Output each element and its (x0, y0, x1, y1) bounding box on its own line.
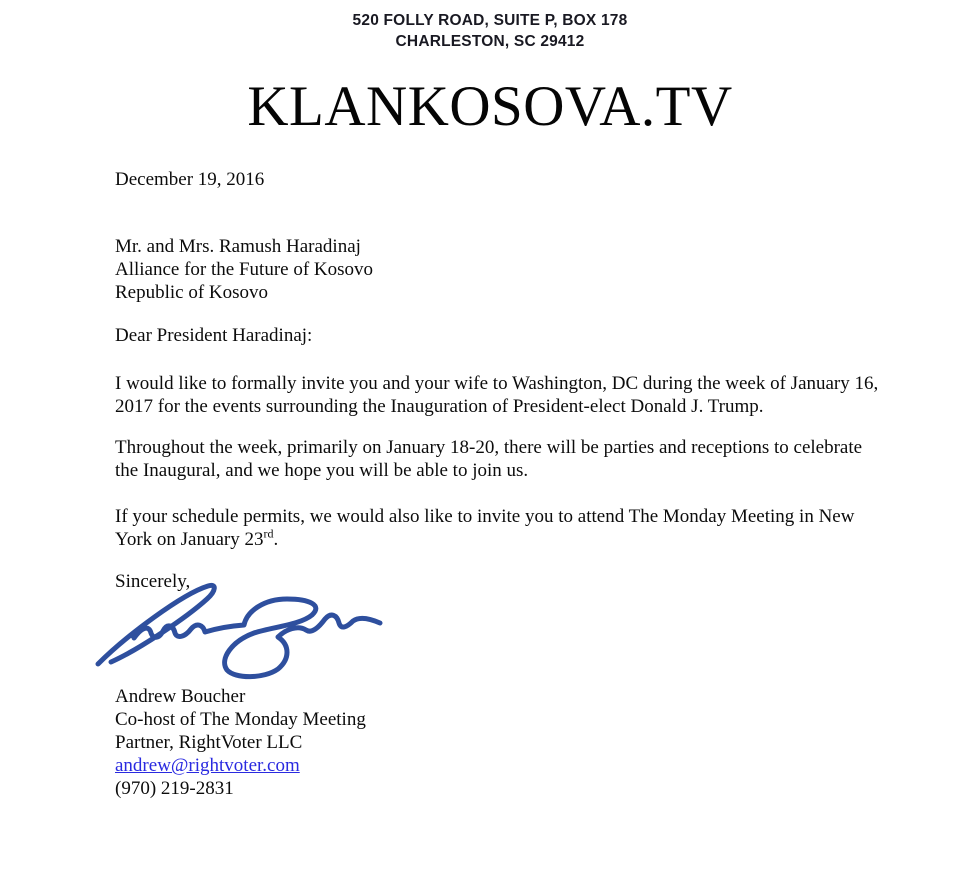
signature-block (115, 685, 880, 800)
letterhead-address-line2: CHARLESTON, SC 29412 (395, 33, 585, 50)
letterhead (0, 0, 980, 52)
ordinal-superscript: rd (263, 526, 274, 541)
signer-phone: (970) 219-2831 (115, 778, 234, 799)
letter-date: December 19, 2016 (115, 169, 265, 190)
paragraph-events: Throughout the week, primarily on January 18-20, there will be parties and receptions to celebrate the Inaugural, and we hope you will be able to join us. (115, 437, 863, 481)
recipient-block (115, 235, 880, 304)
closing-salutation: Sincerely, (115, 571, 191, 592)
paragraph-invitation: I would like to formally invite you and your wife to Washington, DC during the week of January 16, 2017 for the events surrounding the Inauguration of President-elect Donald J. Trump. (115, 373, 879, 417)
recipient-organization: Alliance for the Future of Kosovo (115, 259, 374, 280)
letterhead-address-line1: 520 FOLLY ROAD, SUITE P, BOX 178 (352, 12, 628, 29)
salutation: Dear President Haradinaj: (115, 325, 313, 346)
signer-title-2: Partner, RightVoter LLC (115, 732, 303, 753)
recipient-country: Republic of Kosovo (115, 282, 269, 303)
company-title: KLANKOSOVA.TV (247, 75, 733, 138)
recipient-name: Mr. and Mrs. Ramush Haradinaj (115, 236, 361, 257)
paragraph-monday-meeting (115, 505, 880, 551)
signer-name: Andrew Boucher (115, 686, 246, 707)
paragraph-monday-meeting-text: If your schedule permits, we would also like to invite you to attend The Monday Meeting in New York on January 23 (115, 506, 855, 550)
email-link[interactable]: andrew@rightvoter.com (115, 755, 300, 776)
letter-body (115, 168, 880, 800)
signer-title-1: Co-host of The Monday Meeting (115, 709, 366, 730)
paragraph-monday-meeting-period: . (273, 529, 279, 550)
